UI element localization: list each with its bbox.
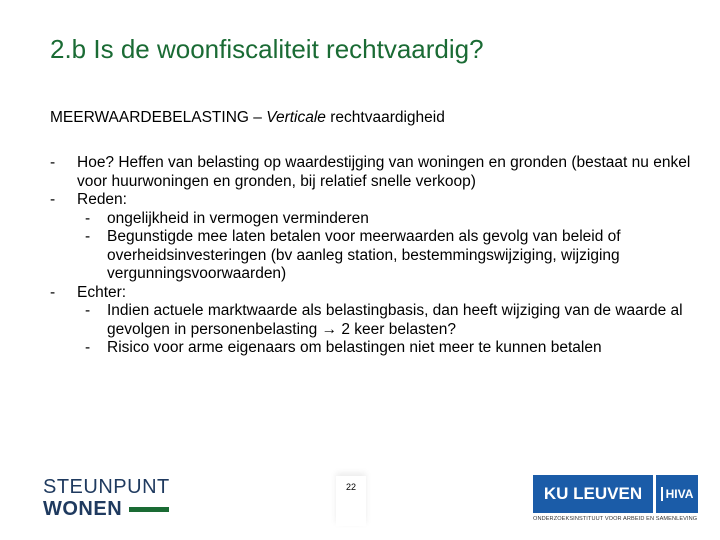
hiva-logo [656,475,698,513]
sub-bullet-dash: - [85,228,91,245]
subtitle-part3: rechtvaardigheid [325,109,445,126]
bullet-dash: - [50,154,56,171]
hiva-logo-text: HIVA [661,487,694,501]
sub-bullet-text: Risico voor arme eigenaars om belastingen niet meer te kunnen betalen [107,339,602,356]
sub-bullet-text: Begunstigde mee laten betalen voor meerwaarden als gevolg van beleid of overheidsinvesteringen (bv aanleg station, bestemmingswijziging, wijziging vergunningsvoorwaarden) [107,228,621,282]
steunpunt-wonen-logo [43,476,169,520]
steunpunt-logo-line1: STEUNPUNT [43,476,170,498]
sub-bullet-dash: - [85,302,91,319]
slide-title: 2.b Is de woonfiscaliteit rechtvaardig? [50,34,484,64]
sub-bullet-item [77,210,700,229]
steunpunt-logo-bar [129,507,169,512]
bullet-text: Reden: [77,191,127,208]
sub-bullet-text: Indien actuele marktwaarde als belastingbasis, dan heeft wijziging van de waarde al gevolgen in personenbelasting → 2 keer belasten? [107,302,683,338]
steunpunt-logo-line2: WONEN [43,498,123,520]
bullet-list [50,154,700,358]
bullet-text: Hoe? Heffen van belasting op waardestijging van woningen en gronden (bestaat nu enkel voor huurwoningen en gronden, bij relatief snelle verkoop) [77,154,691,190]
subtitle-part2: Verticale [266,109,326,126]
sub-bullet-item [77,228,700,284]
subtitle-part1: MEERWAARDEBELASTING – [50,109,267,126]
sub-bullet-text: ongelijkheid in vermogen verminderen [107,209,369,227]
bullet-dash: - [50,283,56,301]
bullet-item [50,191,700,284]
sub-bullet-dash: - [85,339,91,356]
bullet-dash: - [50,191,56,208]
kuleuven-logo: KU LEUVEN [533,475,653,513]
sub-bullet-item [77,302,700,339]
page-number: 22 [336,476,366,526]
bullet-item [50,154,700,191]
kuleuven-caption: ONDERZOEKSINSTITUUT VOOR ARBEID EN SAMENLEVING [533,516,698,522]
subtitle [50,109,445,127]
sub-bullet-item [77,339,700,358]
sub-bullet-dash: - [85,209,91,227]
bullet-text: Echter: [77,283,127,301]
bullet-item [50,284,700,358]
